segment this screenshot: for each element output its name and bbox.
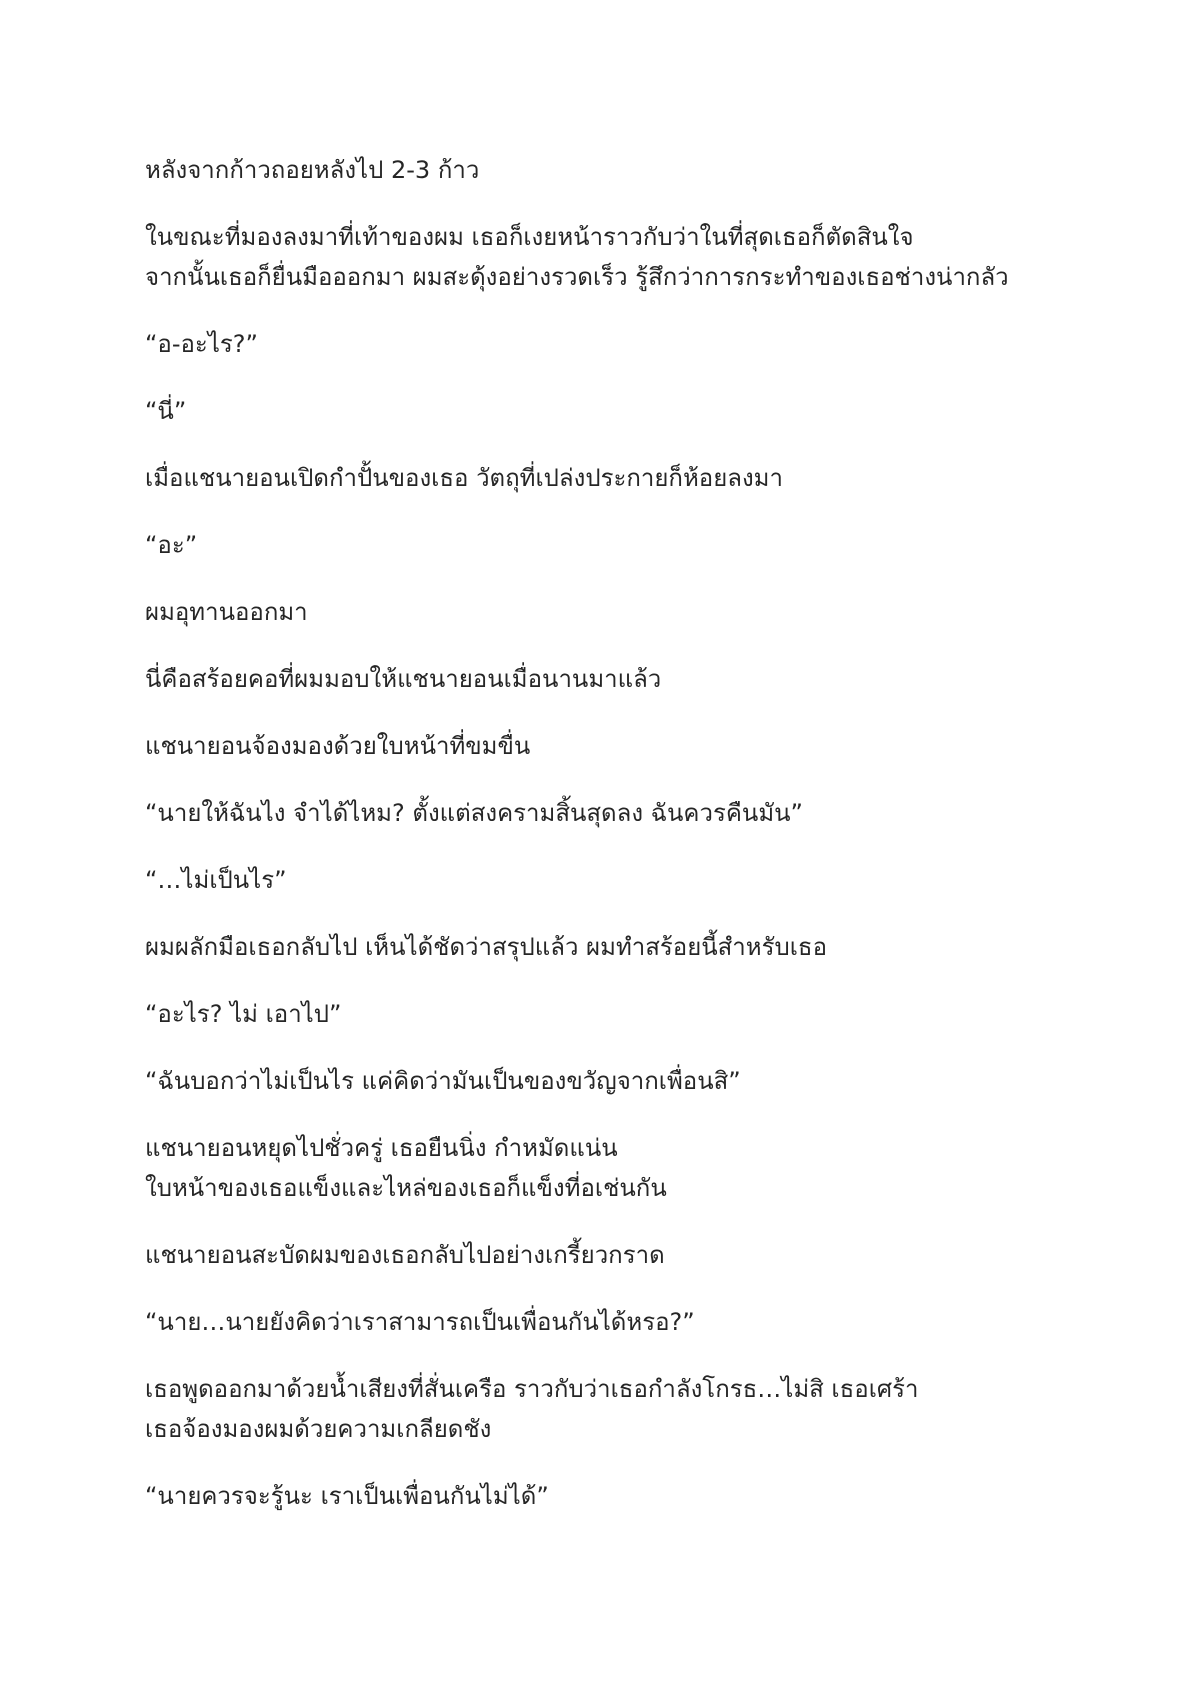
- text-line: เมื่อแชนายอนเปิดกำปั้นของเธอ วัตถุที่เปล่งประกายก็ห้อยลงมา: [145, 464, 783, 492]
- paragraph: [145, 927, 1105, 967]
- paragraph: [145, 994, 1105, 1034]
- paragraph: [145, 324, 1105, 364]
- text-line: “ฉันบอกว่าไม่เป็นไร แค่คิดว่ามันเป็นของขวัญจากเพื่อนสิ”: [145, 1067, 741, 1095]
- paragraph: [145, 217, 1105, 297]
- text-line: เธอจ้องมองผมด้วยความเกลียดชัง: [145, 1415, 492, 1443]
- paragraph: [145, 525, 1105, 565]
- text-line: จากนั้นเธอก็ยื่นมือออกมา ผมสะดุ้งอย่างรวดเร็ว รู้สึกว่าการกระทำของเธอช่างน่ากลัว: [145, 263, 1009, 291]
- paragraph: [145, 726, 1105, 766]
- document-body: [145, 150, 1105, 1543]
- paragraph: [145, 1128, 1105, 1208]
- text-line: ในขณะที่มองลงมาที่เท้าของผม เธอก็เงยหน้าราวกับว่าในที่สุดเธอก็ตัดสินใจ: [145, 223, 914, 251]
- paragraph: [145, 391, 1105, 431]
- text-line: “นายควรจะรู้นะ เราเป็นเพื่อนกันไม่ได้”: [145, 1482, 549, 1510]
- text-line: แชนายอนหยุดไปชั่วครู่ เธอยืนนิ่ง กำหมัดแน่น: [145, 1134, 618, 1162]
- paragraph: [145, 1061, 1105, 1101]
- text-line: “อะไร? ไม่ เอาไป”: [145, 1000, 342, 1028]
- paragraph: [145, 592, 1105, 632]
- paragraph: [145, 150, 1105, 190]
- text-line: “…ไม่เป็นไร”: [145, 866, 287, 894]
- paragraph: [145, 1476, 1105, 1516]
- text-line: ผมผลักมือเธอกลับไป เห็นได้ชัดว่าสรุปแล้ว ผมทำสร้อยนี้สำหรับเธอ: [145, 933, 827, 961]
- text-line: หลังจากก้าวถอยหลังไป 2-3 ก้าว: [145, 156, 480, 184]
- text-line: “นาย…นายยังคิดว่าเราสามารถเป็นเพื่อนกันได้หรอ?”: [145, 1308, 695, 1336]
- paragraph: [145, 1302, 1105, 1342]
- text-line: แชนายอนจ้องมองด้วยใบหน้าที่ขมขื่น: [145, 732, 531, 760]
- paragraph: [145, 458, 1105, 498]
- text-line: นี่คือสร้อยคอที่ผมมอบให้แชนายอนเมื่อนานมาแล้ว: [145, 665, 662, 693]
- paragraph: [145, 1369, 1105, 1449]
- paragraph: [145, 860, 1105, 900]
- paragraph: [145, 793, 1105, 833]
- text-line: เธอพูดออกมาด้วยน้ำเสียงที่สั่นเครือ ราวกับว่าเธอกำลังโกรธ…ไม่สิ เธอเศร้า: [145, 1375, 919, 1403]
- text-line: ผมอุทานออกมา: [145, 598, 308, 626]
- paragraph: [145, 1235, 1105, 1275]
- text-line: ใบหน้าของเธอแข็งและไหล่ของเธอก็แข็งที่อเช่นกัน: [145, 1174, 667, 1202]
- text-line: “อ-อะไร?”: [145, 330, 258, 358]
- paragraph: [145, 659, 1105, 699]
- text-line: “นายให้ฉันไง จำได้ไหม? ตั้งแต่สงครามสิ้นสุดลง ฉันควรคืนมัน”: [145, 799, 803, 827]
- text-line: “นี่”: [145, 397, 187, 425]
- text-line: “อะ”: [145, 531, 198, 559]
- text-line: แชนายอนสะบัดผมของเธอกลับไปอย่างเกรี้ยวกราด: [145, 1241, 665, 1269]
